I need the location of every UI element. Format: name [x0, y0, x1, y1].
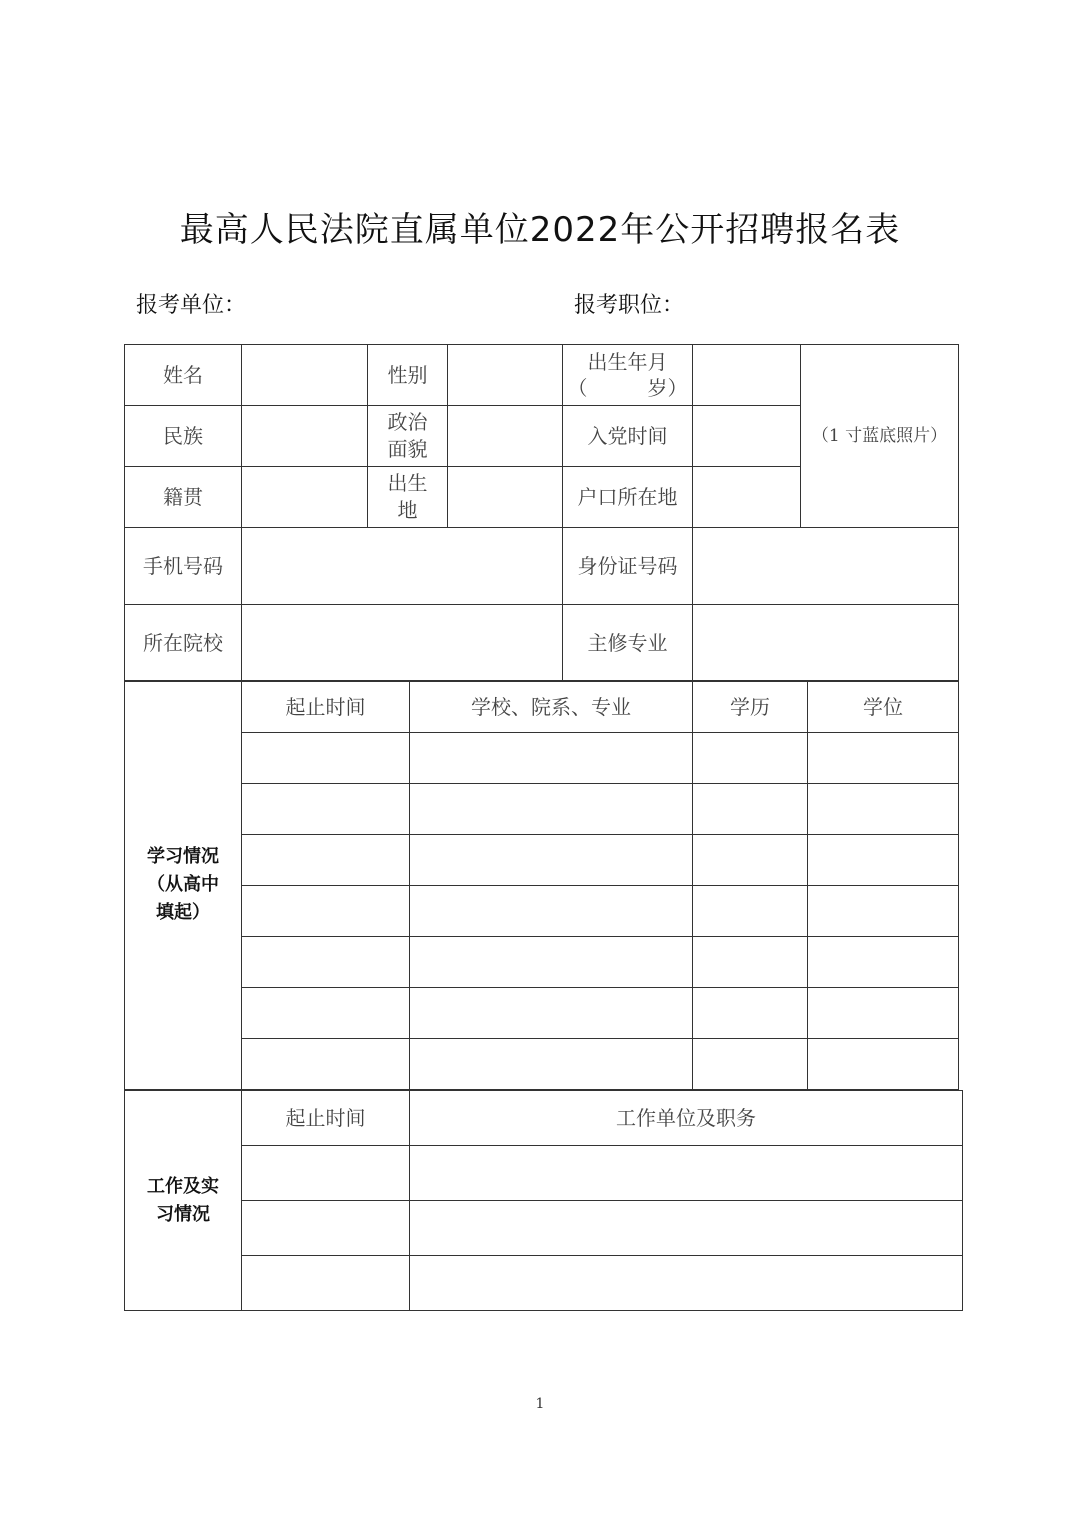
birth-date-label [563, 345, 693, 406]
major-label: 主修专业 [563, 605, 693, 682]
work-cell[interactable] [410, 1146, 963, 1201]
birthplace-label [368, 467, 448, 528]
page-title: 最高人民法院直属单位2022年公开招聘报名表 [179, 210, 901, 250]
education-header-period: 起止时间 [242, 681, 410, 733]
education-cell[interactable] [693, 937, 808, 988]
work-section-label [125, 1091, 242, 1311]
education-cell[interactable] [410, 886, 693, 937]
work-row [125, 1256, 963, 1311]
phone-field[interactable] [242, 528, 563, 605]
birth-date-label-line1: 出生年月 [587, 350, 668, 374]
work-section-line1: 工作及实 [147, 1175, 219, 1197]
apply-unit-label: 报考单位： [136, 293, 247, 318]
ethnicity-field[interactable] [242, 406, 368, 467]
work-cell[interactable] [410, 1201, 963, 1256]
name-label: 姓名 [125, 345, 242, 406]
education-cell[interactable] [242, 988, 410, 1039]
political-status-label-line1: 政治 [387, 410, 428, 434]
birth-date-label-line2: （ 岁） [567, 376, 688, 400]
birthplace-label-line2: 地 [397, 498, 418, 522]
education-section-line3: 填起） [156, 902, 210, 923]
school-field[interactable] [242, 605, 563, 682]
education-row [125, 937, 959, 988]
work-cell[interactable] [242, 1146, 410, 1201]
gender-field[interactable] [448, 345, 563, 406]
id-number-field[interactable] [693, 528, 959, 605]
education-cell[interactable] [808, 988, 959, 1039]
photo-area[interactable]: （1 寸蓝底照片） [801, 345, 959, 528]
education-cell[interactable] [242, 1039, 410, 1090]
work-cell[interactable] [242, 1256, 410, 1311]
education-row [125, 988, 959, 1039]
apply-position-label: 报考职位： [574, 293, 685, 318]
education-cell[interactable] [242, 784, 410, 835]
work-row [125, 1201, 963, 1256]
education-row [125, 886, 959, 937]
education-cell[interactable] [808, 784, 959, 835]
work-section-line2: 习情况 [156, 1203, 210, 1225]
education-cell[interactable] [410, 784, 693, 835]
education-cell[interactable] [242, 733, 410, 784]
education-table [124, 680, 959, 1090]
page-number: 1 [535, 1396, 545, 1412]
education-row [125, 1039, 959, 1090]
birth-date-field[interactable] [693, 345, 801, 406]
education-cell[interactable] [410, 937, 693, 988]
education-row [125, 835, 959, 886]
work-cell[interactable] [242, 1201, 410, 1256]
ethnicity-label: 民族 [125, 406, 242, 467]
education-cell[interactable] [808, 886, 959, 937]
hukou-label: 户口所在地 [563, 467, 693, 528]
education-cell[interactable] [242, 835, 410, 886]
education-cell[interactable] [693, 835, 808, 886]
name-field[interactable] [242, 345, 368, 406]
political-status-field[interactable] [448, 406, 563, 467]
work-header-period: 起止时间 [242, 1091, 410, 1146]
education-cell[interactable] [410, 1039, 693, 1090]
education-cell[interactable] [693, 988, 808, 1039]
education-cell[interactable] [693, 784, 808, 835]
education-cell[interactable] [808, 937, 959, 988]
phone-label: 手机号码 [125, 528, 242, 605]
native-place-label: 籍贯 [125, 467, 242, 528]
education-cell[interactable] [410, 733, 693, 784]
work-header-employer: 工作单位及职务 [410, 1091, 963, 1146]
education-cell[interactable] [242, 937, 410, 988]
education-cell[interactable] [242, 886, 410, 937]
education-cell[interactable] [693, 1039, 808, 1090]
birthplace-label-line1: 出生 [387, 471, 428, 495]
work-cell[interactable] [410, 1256, 963, 1311]
birthplace-field[interactable] [448, 467, 563, 528]
education-header-degree: 学位 [808, 681, 959, 733]
party-date-field[interactable] [693, 406, 801, 467]
education-section-line2: （从高中 [147, 874, 219, 895]
education-row [125, 784, 959, 835]
education-header-school: 学校、院系、专业 [410, 681, 693, 733]
education-cell[interactable] [410, 835, 693, 886]
education-section-line1: 学习情况 [147, 846, 219, 867]
education-cell[interactable] [808, 835, 959, 886]
political-status-label-line2: 面貌 [387, 437, 428, 461]
native-place-field[interactable] [242, 467, 368, 528]
education-header-degree-level: 学历 [693, 681, 808, 733]
school-label: 所在院校 [125, 605, 242, 682]
hukou-field[interactable] [693, 467, 801, 528]
education-cell[interactable] [808, 733, 959, 784]
education-cell[interactable] [808, 1039, 959, 1090]
work-row [125, 1146, 963, 1201]
education-cell[interactable] [410, 988, 693, 1039]
work-table [124, 1090, 963, 1311]
education-section-label [125, 681, 242, 1090]
id-number-label: 身份证号码 [563, 528, 693, 605]
basic-info-table [124, 344, 959, 682]
party-date-label: 入党时间 [563, 406, 693, 467]
education-cell[interactable] [693, 733, 808, 784]
gender-label: 性别 [368, 345, 448, 406]
education-cell[interactable] [693, 886, 808, 937]
education-row [125, 733, 959, 784]
major-field[interactable] [693, 605, 959, 682]
political-status-label [368, 406, 448, 467]
